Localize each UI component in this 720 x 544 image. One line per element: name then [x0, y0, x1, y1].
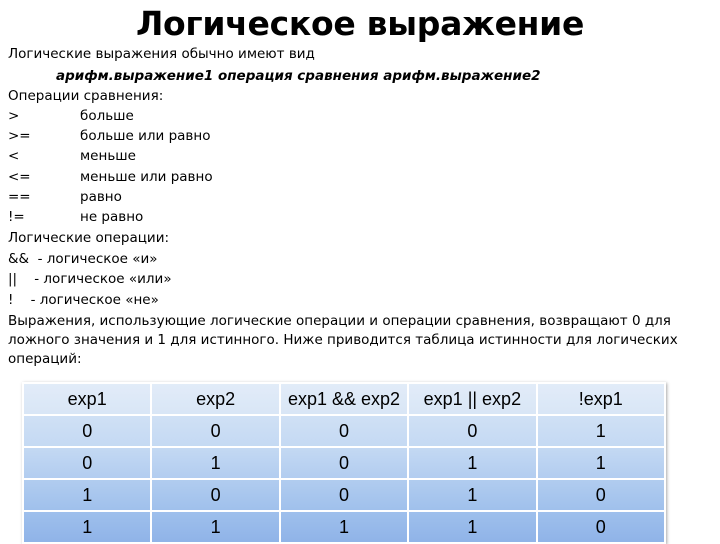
op-description: не равно [80, 209, 144, 225]
column-header: exp1 && exp2 [280, 383, 408, 415]
page-title: Логическое выражение [135, 4, 585, 43]
comparison-op-row [8, 126, 408, 146]
comparison-op-row [8, 146, 408, 166]
op-description: меньше или равно [80, 169, 213, 185]
table-cell: 1 [408, 447, 536, 479]
table-cell: 1 [23, 511, 151, 543]
column-header: !exp1 [537, 383, 665, 415]
table-cell: 1 [408, 511, 536, 543]
table-cell: 1 [537, 415, 665, 447]
description-paragraph: Выражения, использующие логические операции и операции сравнения, возвращают 0 для ложного значения и 1 для истинного. Ниже приводится таблица истинности для логических операций: [8, 313, 678, 367]
table-cell: 0 [537, 479, 665, 511]
table-cell: 0 [23, 415, 151, 447]
table-row [23, 415, 665, 447]
table-cell: 0 [151, 479, 279, 511]
op-description: меньше [80, 148, 136, 164]
table-cell: 0 [151, 415, 279, 447]
op-symbol: >= [8, 128, 31, 144]
comparison-op-row [8, 106, 408, 126]
op-description: больше [80, 108, 134, 124]
op-symbol: <= [8, 169, 31, 185]
table-row [23, 511, 665, 543]
column-header: exp1 [23, 383, 151, 415]
table-cell: 0 [280, 479, 408, 511]
table-cell: 1 [23, 479, 151, 511]
comparison-heading: Операции сравнения: [8, 88, 164, 104]
comparison-op-row [8, 207, 408, 227]
table-cell: 0 [408, 415, 536, 447]
table-cell: 0 [537, 511, 665, 543]
logical-heading: Логические операции: [8, 230, 170, 246]
column-header: exp1 || exp2 [408, 383, 536, 415]
op-description: больше или равно [80, 128, 211, 144]
op-symbol: > [8, 108, 20, 124]
table-row [23, 479, 665, 511]
op-symbol: == [8, 189, 31, 205]
table-cell: 1 [280, 511, 408, 543]
op-symbol: < [8, 148, 20, 164]
expression-formula: арифм.выражение1 операция сравнения арифм.выражение2 [56, 68, 541, 84]
table-cell: 0 [23, 447, 151, 479]
logical-op-not: ! - логическое «не» [8, 292, 159, 308]
column-header: exp2 [151, 383, 279, 415]
table-header-row [23, 383, 665, 415]
table-cell: 0 [280, 447, 408, 479]
op-symbol: != [8, 209, 25, 225]
logical-op-and: && - логическое «и» [8, 251, 158, 267]
logical-op-or: || - логическое «или» [8, 271, 172, 287]
table-cell: 1 [408, 479, 536, 511]
comparison-op-row [8, 167, 408, 187]
table-row [23, 447, 665, 479]
comparison-op-row [8, 187, 408, 207]
truth-table [22, 382, 666, 544]
intro-text: Логические выражения обычно имеют вид [8, 46, 315, 62]
table-cell: 1 [151, 447, 279, 479]
table-cell: 0 [280, 415, 408, 447]
op-description: равно [80, 189, 122, 205]
table-cell: 1 [151, 511, 279, 543]
table-cell: 1 [537, 447, 665, 479]
